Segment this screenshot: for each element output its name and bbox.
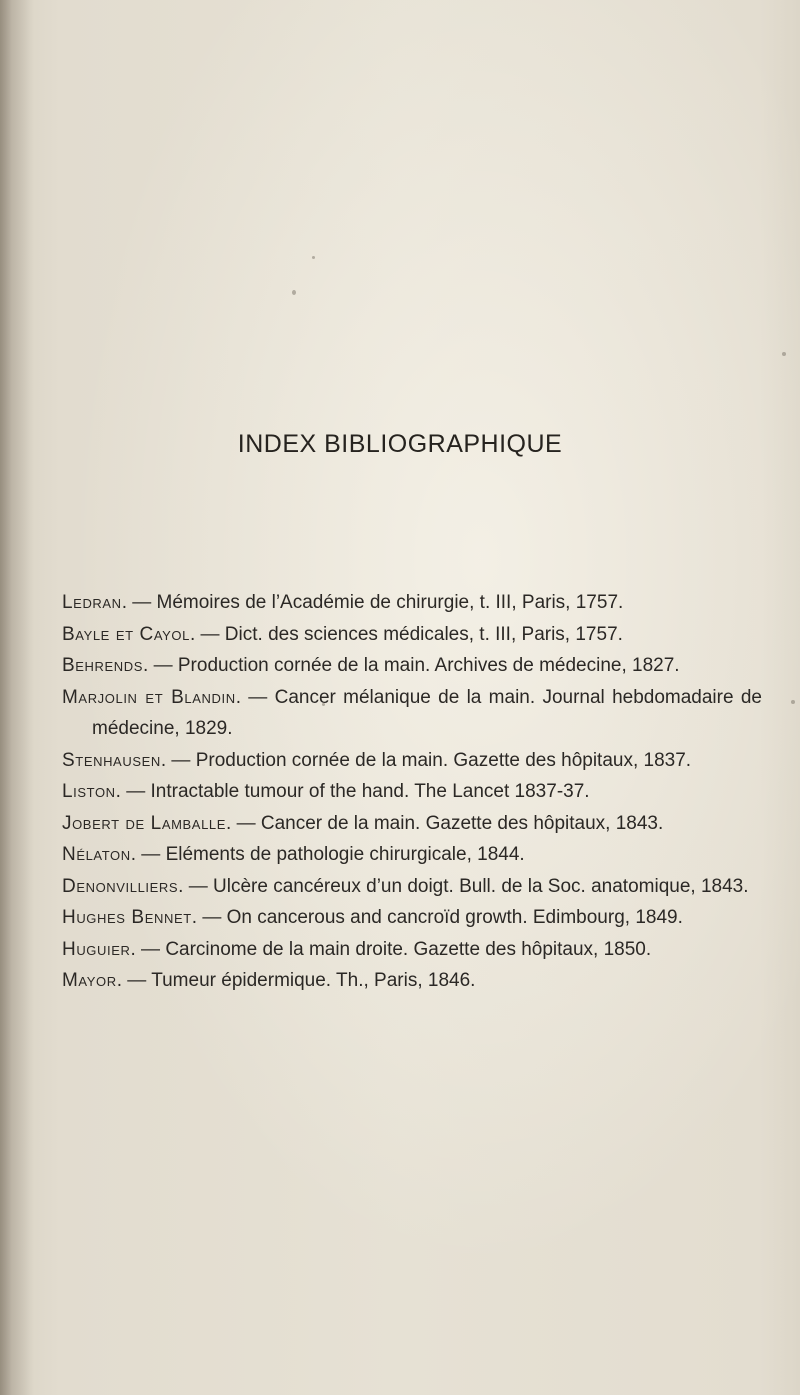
entry-author: Ledran	[62, 592, 122, 613]
entry-author: Jobert de Lamballe	[62, 812, 227, 834]
entry-text: . — On cancerous and cancroïd growth. Edimbourg, 1849.	[191, 907, 683, 928]
entry-author: Marjolin et Blandin	[62, 686, 236, 708]
bibliography-entry	[62, 619, 762, 651]
page-title: INDEX BIBLIOGRAPHIQUE	[237, 430, 563, 458]
entry-text: . — Production cornée de la main. Archives de médecine, 1827.	[143, 655, 680, 676]
entry-text: . — Cancer mélanique de la main. Journal hebdomadaire de médecine, 1829.	[92, 686, 762, 739]
entry-text: . — Cancer de la main. Gazette des hôpitaux, 1843.	[226, 812, 664, 834]
bibliography-entry	[62, 776, 762, 808]
entry-author: Nélaton	[62, 844, 131, 865]
binding-edge-shadow	[0, 0, 34, 1395]
bibliography-entry	[62, 650, 762, 682]
bibliography-entry	[62, 871, 762, 903]
entry-text: . — Tumeur épidermique. Th., Paris, 1846.	[116, 970, 476, 991]
entry-text: . — Production cornée de la main. Gazette des hôpitaux, 1837.	[160, 749, 692, 771]
entry-author: Hughes Bennet	[62, 907, 192, 928]
bibliography-entry	[62, 965, 762, 997]
bibliography-entry	[62, 839, 762, 871]
paper-speck	[292, 290, 296, 295]
entry-text: . — Ulcère cancéreux d’un doigt. Bull. de la Soc. anatomique, 1843.	[178, 875, 749, 897]
bibliography-entry	[62, 587, 762, 619]
entry-author: Huguier	[62, 938, 131, 960]
entry-text: . — Carcinome de la main droite. Gazette des hôpitaux, 1850.	[130, 938, 652, 960]
paper-speck	[782, 352, 786, 356]
entry-text: . — Eléments de pathologie chirurgicale, 1844.	[130, 844, 525, 865]
entry-author: Behrends	[62, 655, 144, 676]
bibliography-list	[62, 587, 762, 997]
entry-author: Stenhausen	[62, 749, 161, 771]
entry-text: . — Intractable tumour of the hand. The Lancet 1837-37.	[115, 781, 590, 802]
entry-author: Denonvilliers	[62, 875, 179, 897]
entry-author: Mayor	[62, 970, 117, 991]
bibliography-entry	[62, 902, 762, 934]
bibliography-entry	[62, 808, 762, 840]
paper-speck	[791, 700, 795, 704]
entry-text: . — Mémoires de l’Académie de chirurgie, t. III, Paris, 1757.	[121, 592, 624, 613]
paper-speck	[312, 256, 315, 259]
bibliography-entry	[62, 682, 762, 745]
bibliography-entry	[62, 745, 762, 777]
entry-author: Bayle et Cayol	[62, 623, 190, 645]
entry-text: . — Dict. des sciences médicales, t. III, Paris, 1757.	[189, 623, 623, 645]
entry-author: Liston	[62, 781, 116, 802]
bibliography-entry	[62, 934, 762, 966]
